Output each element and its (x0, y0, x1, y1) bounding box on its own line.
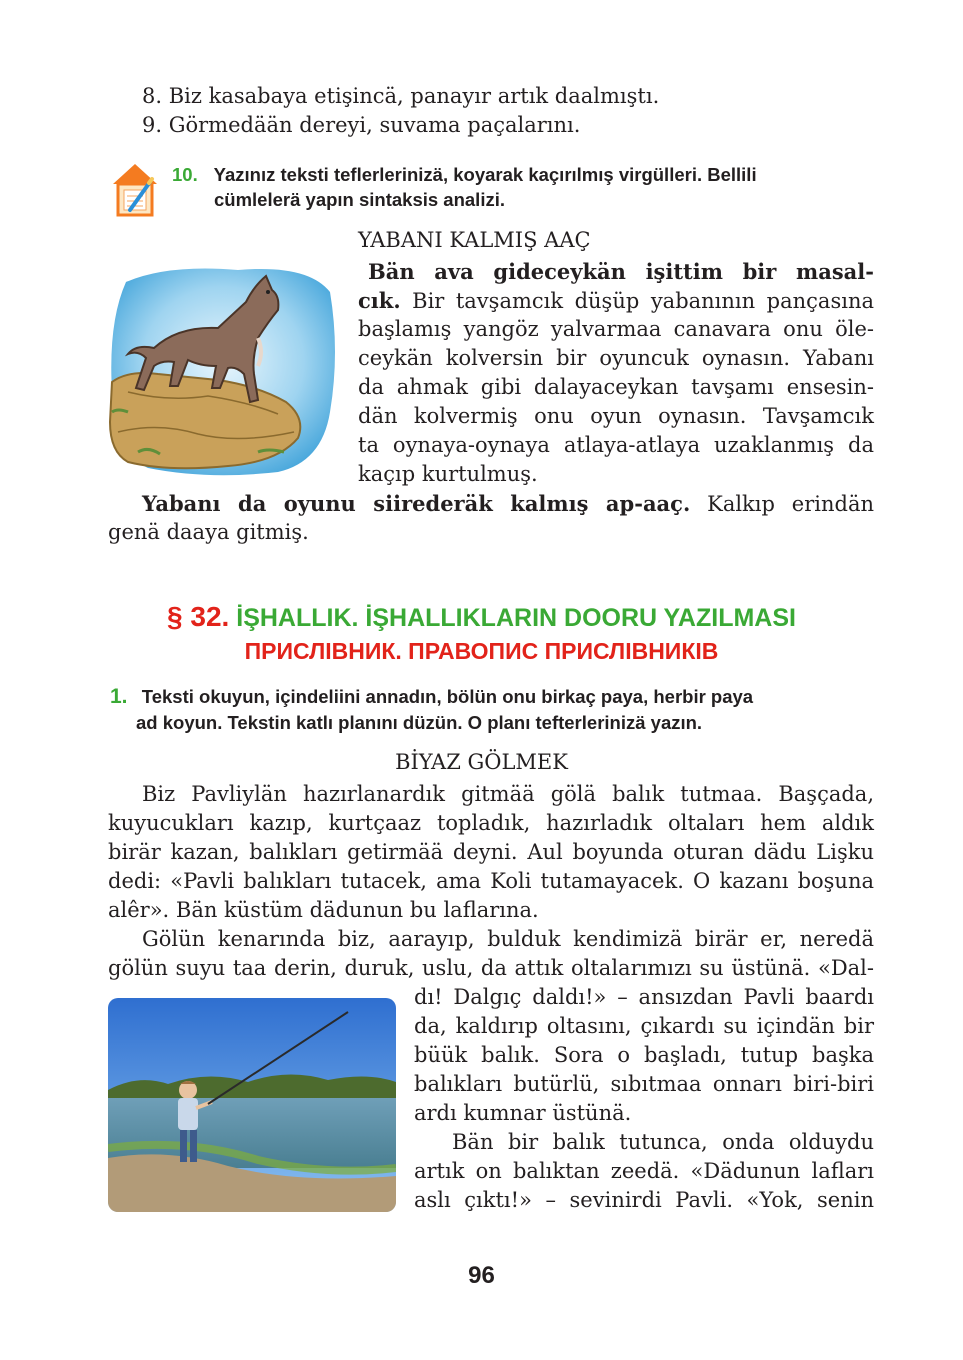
story2-narrow-5: ardı kumnar üstünä. (414, 1101, 632, 1125)
task-10-line1 (172, 162, 757, 187)
story1-line-8: kaçıp kurtulmuş. (358, 462, 538, 486)
task-1-number: 1. (110, 685, 128, 708)
story1-rest-2: Bir tavşamcık düşüp yabanının pançasına (400, 289, 874, 313)
task-10-line2: cümlelerä yapın sintaksis analizi. (214, 189, 505, 210)
story1-bold-1: Bän ava gideceykän işittim bir masal- (368, 259, 874, 284)
story-title-biyaz: BİYAZ GÖLMEK (395, 750, 568, 774)
story2-line-5: alêr». Bän küstüm dädunun bu laflarına. (108, 898, 539, 922)
page-number: 96 (468, 1262, 495, 1289)
story1-line-3: başlamış yangöz yalvarmaa canavara onu öle- (358, 317, 874, 341)
story1-line-2 (358, 286, 874, 316)
story1-line-5: da ahmak gibi dalayaceykan tavşamı ensesin- (358, 375, 874, 399)
section-subtitle: ПРИСЛІВНИК. ПРАВОПИС ПРИСЛІВНИКІВ (244, 638, 719, 664)
story2-line-1: Biz Pavliylän hazırlanardık gitmää gölä balık tutmaa. Başçada, (142, 782, 874, 806)
section-heading (0, 600, 963, 635)
story1-line-7: ta oynaya-oynaya atlaya-atlaya uzaklanmış da (358, 433, 874, 457)
section-mark: § 32. (167, 601, 230, 632)
story2-narrow-3: büük balık. Sora o başladı, tutup başka (414, 1043, 874, 1067)
story2-narrow-6: Bän bir balık tutunca, onda olduydu (452, 1130, 874, 1154)
fishing-boy-photo (108, 998, 396, 1212)
story2-line-2: kuyucukları kazıp, kurtçaaz topladık, hazırladık oltaları hem aldık (108, 811, 874, 835)
task-10-number: 10. (172, 164, 198, 185)
story1-final-line-1 (142, 489, 874, 519)
story1-bold-2: cık. (358, 288, 401, 313)
task-10-text-1: Yazınız teksti teflerlerinizä, koyarak kaçırılmış virgülleri. Bellili (213, 164, 757, 185)
story2-line-4: dedi: «Pavli balıkları tutacek, ama Koli tutamayacek. O kazanı boşuna (108, 869, 874, 893)
story1-final-line-2: genä daaya gitmiş. (108, 520, 309, 544)
task-1-text-1: Teksti okuyun, içindeliini annadın, bölün onu birkaç paya, herbir paya (141, 686, 754, 707)
story1-final-bold: Yabanı da oyunu siirederäk kalmış ap-aaç. (142, 491, 691, 516)
writing-task-icon (110, 160, 160, 218)
sentence-8: 8. Biz kasabaya etişincä, panayır artık daalmıştı. (142, 84, 660, 108)
story2-line-3: birär kazan, balıkları getirmää deyni. Aul boyunda oturan dädu Lişku (108, 840, 874, 864)
story-title-yabani: YABANI KALMIŞ AAÇ (358, 228, 591, 252)
story1-final-rest: Kalkıp erindän (690, 492, 875, 516)
story2-line-7: gölün suyu taa derin, duruk, uslu, da attık oltalarımızı su üstünä. «Dal- (108, 956, 874, 980)
story2-narrow-8: aslı çıktı!» – sevinirdi Pavli. «Yok, senin (414, 1188, 874, 1212)
story1-line-1 (368, 257, 874, 287)
story1-line-6: dän kolvermiş onu oyun oynasın. Tavşamcık (358, 404, 874, 428)
task-1-line1 (110, 684, 753, 709)
story2-narrow-1: dı! Dalgıç daldı!» – ansızdan Pavli baardı (414, 985, 874, 1009)
story2-narrow-7: artık on balıktan zeedä. «Dädunun lafları (414, 1159, 874, 1183)
story2-narrow-2: da, kaldırıp oltasını, çıkardı su içindän bir (414, 1014, 874, 1038)
wolf-illustration (108, 262, 340, 480)
sentence-9: 9. Görmedään dereyi, suvama paçalarını. (142, 113, 581, 137)
story2-line-6: Gölün kenarında biz, aarayıp, bulduk kendimizä birär er, neredä (142, 927, 874, 951)
story1-line-4: ceykän kolversin bir oyuncuk oynasın. Yabanı (358, 346, 874, 370)
section-title: İŞHALLIK. İŞHALLIKLARIN DOORU YAZILMASI (236, 604, 796, 632)
story2-narrow-4: balıkları butürlü, sıbıtmaa onnarı biri-biri (414, 1072, 874, 1096)
task-1-line2: ad koyun. Tekstin katlı planını düzün. O planı tefterlerinizä yazın. (136, 712, 703, 733)
